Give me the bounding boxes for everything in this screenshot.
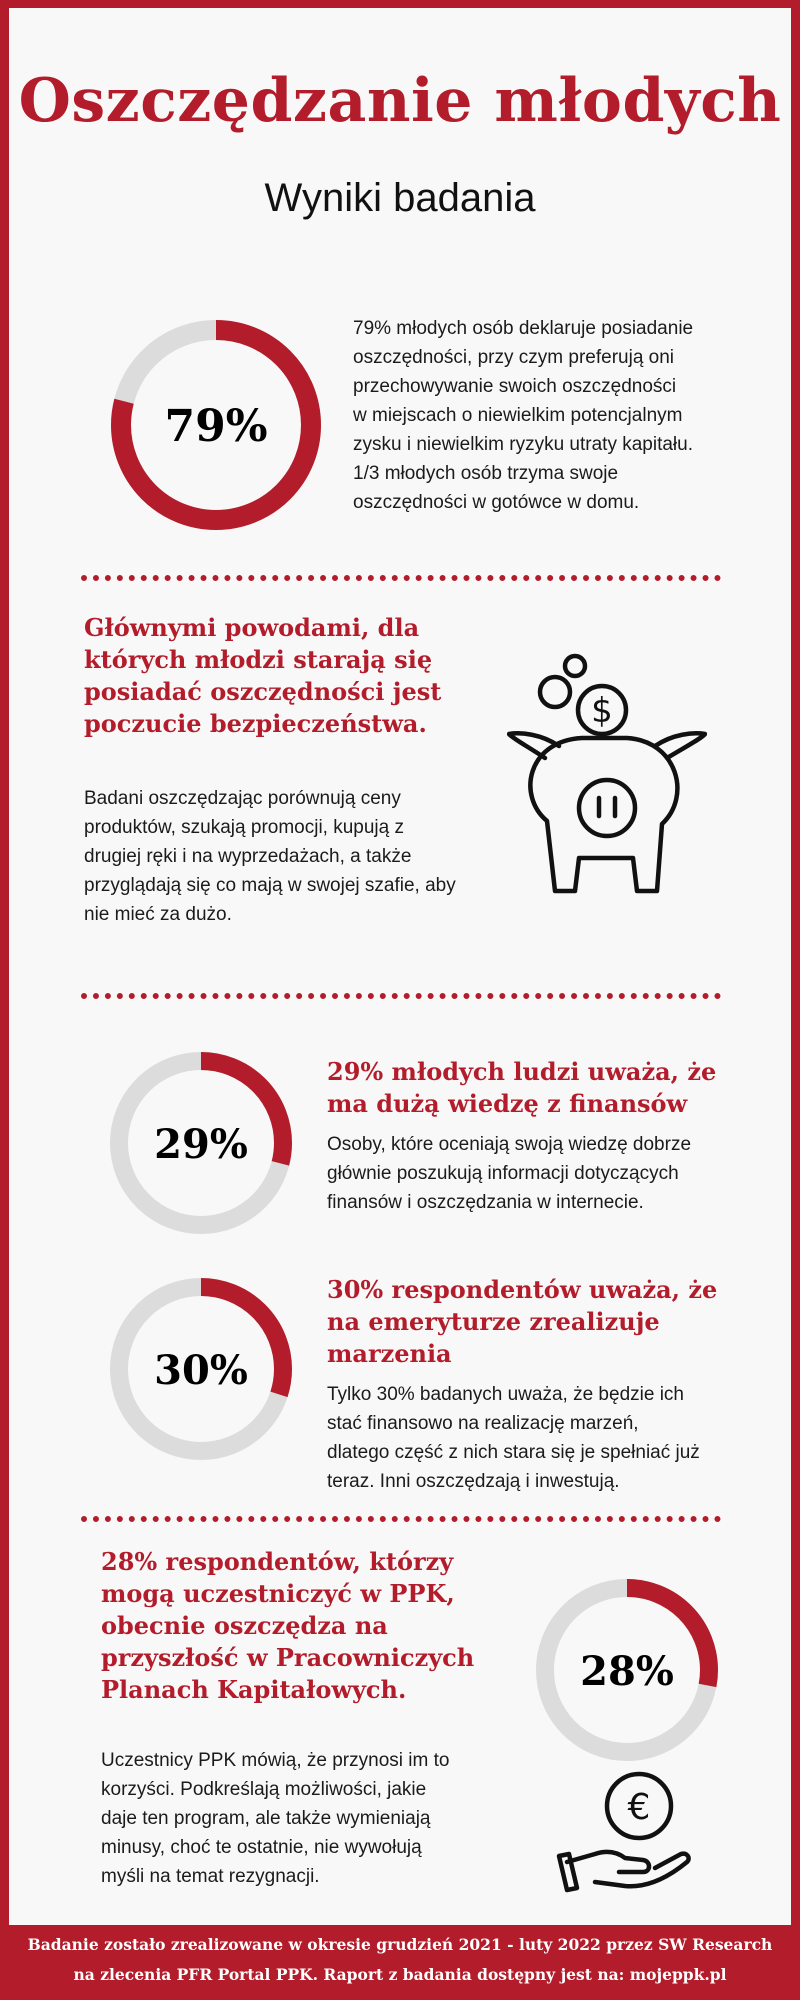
ring-percent-label: 29% xyxy=(154,1121,248,1168)
section5-text xyxy=(101,1746,531,1891)
ring-percent-label: 79% xyxy=(164,401,268,452)
section3-heading xyxy=(327,1056,767,1120)
text-line: Tylko 30% badanych uważa, że będzie ich xyxy=(327,1384,684,1405)
heading-line: poczucie bezpieczeństwa. xyxy=(84,709,427,738)
heading-line: ma dużą wiedzę z finansów xyxy=(327,1089,688,1118)
heading-line: których młodzi starają się xyxy=(84,645,433,674)
dotted-divider xyxy=(81,1516,721,1522)
ring-chart-79 xyxy=(101,310,331,540)
text-line: nie mieć za dużo. xyxy=(84,904,232,925)
section4-heading xyxy=(327,1274,767,1370)
heading-line: marzenia xyxy=(327,1339,452,1368)
text-line: finansów i oszczędzania w internecie. xyxy=(327,1192,644,1213)
text-line: daje ten program, ale także wymieniają xyxy=(101,1808,431,1829)
text-line: oszczędności, przy czym preferują oni xyxy=(353,347,675,368)
text-line: Badani oszczędzając porównują ceny xyxy=(84,788,401,809)
heading-line: przyszłość w Pracowniczych xyxy=(101,1643,475,1672)
text-line: zysku i niewielkim ryzyku utraty kapitału. xyxy=(353,434,693,455)
text-line: 79% młodych osób deklaruje posiadanie xyxy=(353,318,694,339)
text-line: drugiej ręki i na wyprzedażach, a także xyxy=(84,846,412,867)
text-line: stać finansowo na realizację marzeń, xyxy=(327,1413,639,1434)
ring-percent-label: 30% xyxy=(154,1347,248,1394)
text-line: Osoby, które oceniają swoją wiedzę dobrze xyxy=(327,1134,692,1155)
heading-line: na emeryturze zrealizuje xyxy=(327,1307,660,1336)
text-line: minusy, choć te ostatnie, nie wywołują xyxy=(101,1837,422,1858)
heading-line: Planach Kapitałowych. xyxy=(101,1675,407,1704)
text-line: korzyści. Podkreślają możliwości, jakie xyxy=(101,1779,427,1800)
coin-symbol: $ xyxy=(591,691,613,731)
text-line: 1/3 młodych osób trzyma swoje xyxy=(353,463,619,484)
text-line: w miejscach o niewielkim potencjalnym xyxy=(353,405,683,426)
text-line: produktów, szukają promocji, kupują z xyxy=(84,817,404,838)
ring-chart-30 xyxy=(101,1269,301,1469)
ring-percent-label: 28% xyxy=(580,1648,674,1695)
text-line: przechowywanie swoich oszczędności xyxy=(353,376,677,397)
dotted-divider xyxy=(81,575,721,581)
text-line: dlatego część z nich stara się je spełniać już xyxy=(327,1442,700,1463)
text-line: teraz. Inni oszczędzają i inwestują. xyxy=(327,1471,620,1492)
text-line: przyglądają się co mają w swojej szafie, aby xyxy=(84,875,456,896)
footer-line: na zlecenia PFR Portal PPK. Raport z badania dostępny jest na: mojeppk.pl xyxy=(73,1965,727,1984)
footer-line: Badanie zostało zrealizowane w okresie grudzień 2021 - luty 2022 przez SW Research xyxy=(27,1935,773,1954)
coin-symbol: € xyxy=(627,1787,651,1828)
text-line: myśli na temat rezygnacji. xyxy=(101,1866,320,1887)
euro-hand-icon xyxy=(555,1770,695,1900)
page-subtitle: Wyniki badania xyxy=(264,176,536,220)
heading-line: 28% respondentów, którzy xyxy=(101,1547,454,1576)
piggy-bank-icon xyxy=(507,646,707,901)
section5-heading xyxy=(101,1546,521,1706)
heading-line: 30% respondentów uważa, że xyxy=(327,1275,718,1304)
heading-line: posiadać oszczędności jest xyxy=(84,677,442,706)
page-title: Oszczędzanie młodych xyxy=(18,66,782,136)
heading-line: mogą uczestniczyć w PPK, xyxy=(101,1579,455,1608)
footer-note xyxy=(0,1930,800,1990)
section4-text xyxy=(327,1380,787,1496)
infographic-panel xyxy=(9,8,791,1925)
heading-line: 29% młodych ludzi uważa, że xyxy=(327,1057,717,1086)
section2-heading xyxy=(84,612,504,740)
text-line: głównie poszukują informacji dotyczących xyxy=(327,1163,679,1184)
heading-line: obecnie oszczędza na xyxy=(101,1611,388,1640)
section1-text xyxy=(353,314,773,517)
section2-text xyxy=(84,784,524,929)
text-line: oszczędności w gotówce w domu. xyxy=(353,492,640,513)
heading-line: Głównymi powodami, dla xyxy=(84,613,420,642)
ring-chart-28 xyxy=(527,1570,727,1770)
section3-text xyxy=(327,1130,777,1217)
text-line: Uczestnicy PPK mówią, że przynosi im to xyxy=(101,1750,450,1771)
ring-chart-29 xyxy=(101,1043,301,1243)
dotted-divider xyxy=(81,993,721,999)
